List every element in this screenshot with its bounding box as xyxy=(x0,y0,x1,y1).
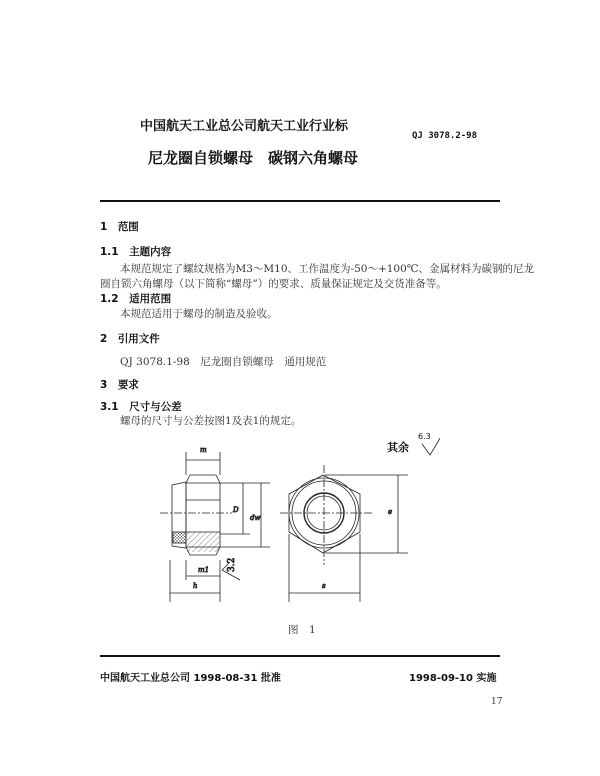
side-view xyxy=(160,452,270,602)
document-title: 尼龙圈自锁螺母 碳钢六角螺母 xyxy=(148,149,359,167)
section-2: 2 引用文件 xyxy=(100,333,160,345)
section-1-1: 1.1 主题内容 xyxy=(100,246,172,258)
roughness-check-icon xyxy=(422,435,440,455)
paragraph-line: 本规范规定了螺纹规格为M3～M10、工作温度为-50～+100℃、金属材料为碳钢的尼龙 xyxy=(120,263,535,275)
page-number: 17 xyxy=(491,697,503,707)
reference-line: QJ 3078.1-98 尼龙圈自锁螺母 通用规范 xyxy=(120,356,327,368)
section-3-1: 3.1 尺寸与公差 xyxy=(100,401,182,413)
section-1: 1 范围 xyxy=(100,221,139,233)
front-view xyxy=(280,465,408,602)
roughness-label: 其余 xyxy=(387,441,409,454)
effective-date: 1998-09-10 实施 xyxy=(409,673,497,684)
dim-s: s xyxy=(322,582,326,590)
roughness-value: 6.3 xyxy=(418,432,431,441)
dim-m: m xyxy=(200,446,207,454)
section-3: 3 要求 xyxy=(100,379,139,391)
dim-D: D xyxy=(233,506,239,514)
paragraph-line: 螺母的尺寸与公差按图1及表1的规定。 xyxy=(120,415,302,427)
section-1-2: 1.2 适用范围 xyxy=(100,293,172,305)
dim-m1: m1 xyxy=(198,566,210,574)
nut-drawing xyxy=(150,430,440,640)
paragraph-line: 圈自锁六角螺母（以下简称“螺母”）的要求、质量保证规定及交货准备等。 xyxy=(100,278,447,290)
dim-e: e xyxy=(388,508,393,516)
local-roughness: 3.2 xyxy=(227,557,237,572)
figure-caption: 图 1 xyxy=(288,624,316,636)
org-standard-heading: 中国航天工业总公司航天工业行业标 xyxy=(140,119,349,134)
paragraph-line: 本规范适用于螺母的制造及验收。 xyxy=(120,308,278,320)
dim-dw: dw xyxy=(250,514,261,522)
approval-date: 中国航天工业总公司 1998-08-31 批准 xyxy=(100,673,281,684)
standard-code: QJ 3078.2-98 xyxy=(412,131,478,141)
footer-rule xyxy=(100,655,500,657)
header-rule xyxy=(100,200,500,202)
dim-h: h xyxy=(193,582,198,590)
